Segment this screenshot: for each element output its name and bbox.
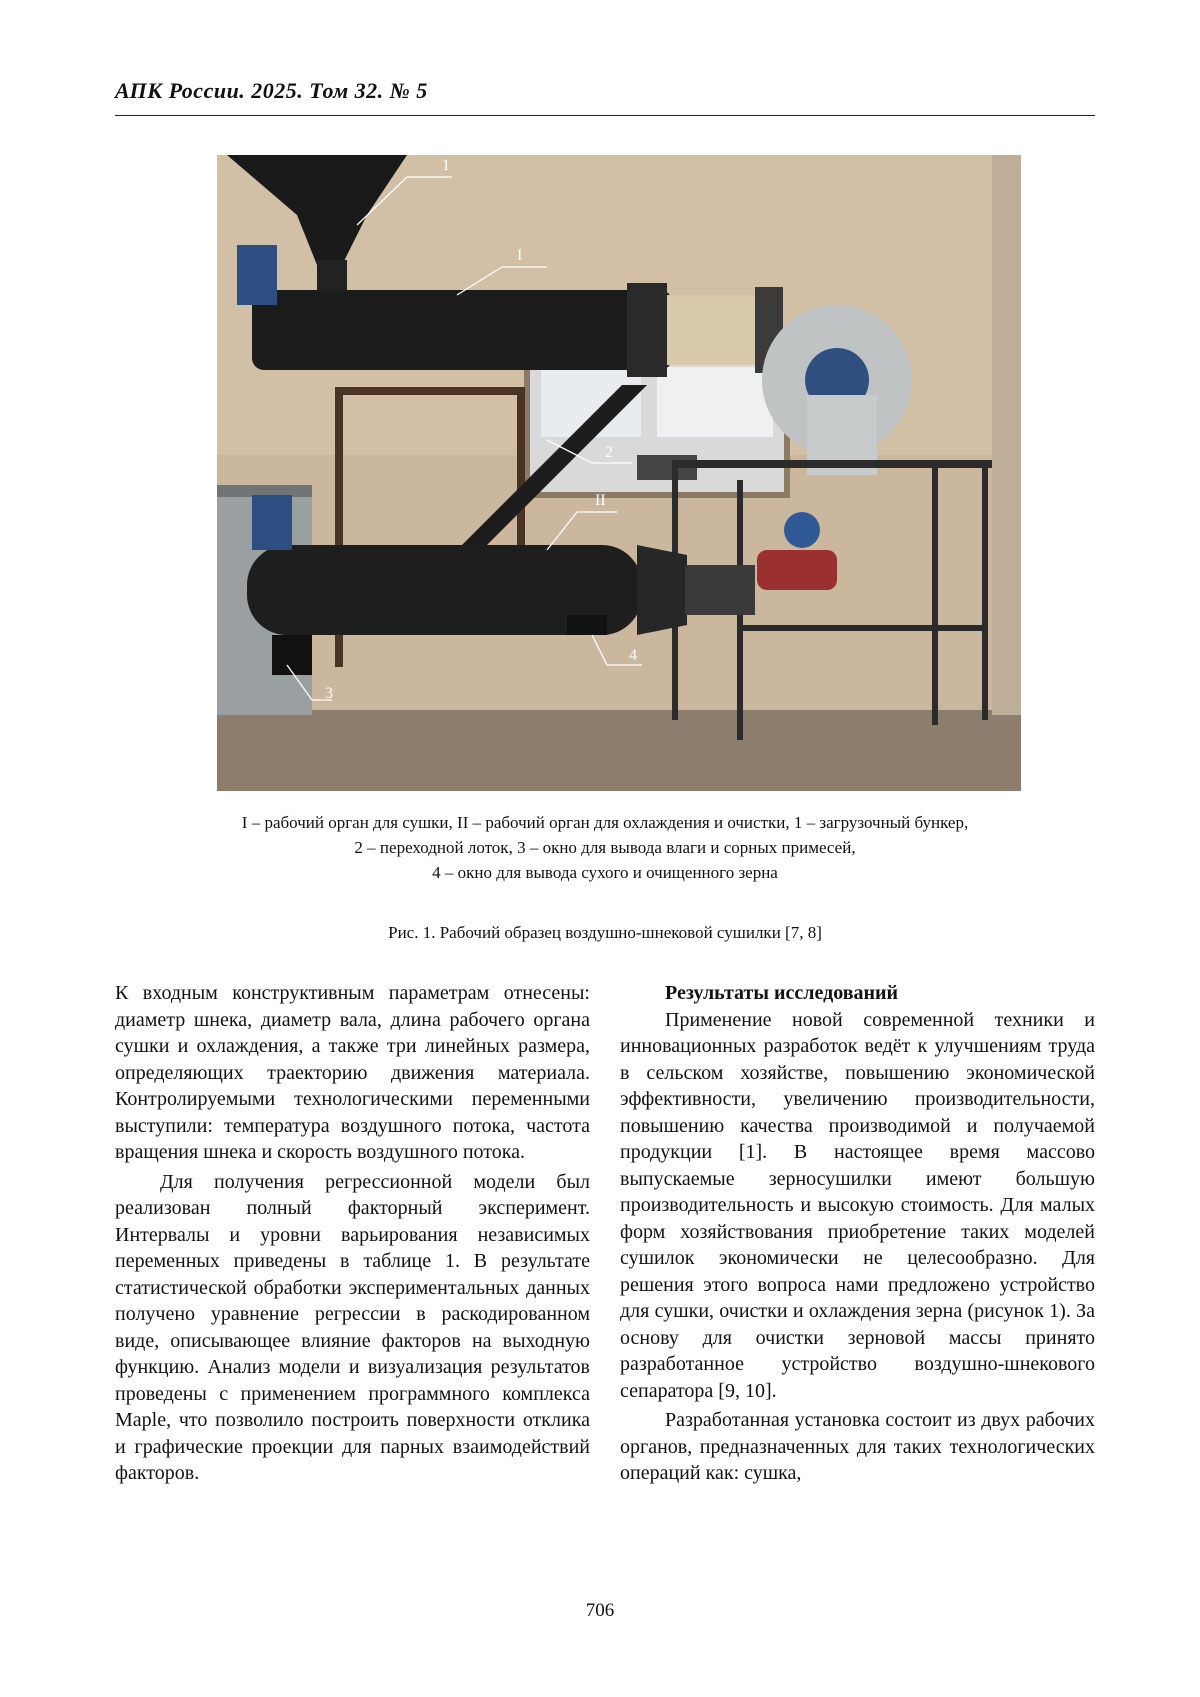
figure-caption: Рис. 1. Рабочий образец воздушно-шнековой сушилки [7, 8] [388,923,822,942]
paragraph: Применение новой современной техники и инновационных разработок ведёт к улучшениям труда в сельском хозяйстве, повышению экономической эффективности, увеличению производительности, повышению качества производимой и получаемой продукции [1]. В настоящее время массово выпускаемые зерносушилки имеют большую производительность и высокую стоимость. Для малых форм хозяйствования приобретение таких моделей сушилок экономически не целесообразно. Для решения этого вопроса нами предложено устройство для сушки, очистки и охлаждения зерна (рисунок 1). За основу для очистки зерновой массы принято разработанное устройство воздушно-шнекового сепаратора [9, 10]. [620,1008,1095,1402]
photo-floor [217,710,1021,791]
legend-line: 4 – окно для вывода сухого и очищенного зерна [432,863,778,882]
legend-line: I – рабочий орган для сушки, II – рабочий орган для охлаждения и очистки, 1 – загрузочный бункер, [241,813,969,832]
figure-label-II: II [595,492,606,509]
header-rule [115,115,1095,116]
figure-legend [115,810,1095,885]
paragraph: К входным конструктивным параметрам отнесены: диаметр шнека, диаметр вала, длина рабочего органа сушки и охлаждения, а также три линейных размера, определяющих траекторию движения материала. Контролируемыми технологическими переменными выступили: температура воздушного потока, частота вращения шнека и скорость воздушного потока. [115,982,590,1163]
paragraph: Для получения регрессионной модели был реализован полный факторный эксперимент. Интервалы и уровни варьирования независимых переменных приведены в таблице 1. В результате статистической обработки экспериментальных данных получено уравнение регрессии в раскодированном виде, описывающее влияние факторов на выходную функцию. Анализ модели и визуализация результатов проведены с применением программного комплекса Maple, что позволило построить поверхности отклика и графические проекции для парных взаимодействий факторов. [115,1170,590,1484]
photo-auger-upper [252,290,672,370]
figure-label-I: I [517,247,523,264]
figure-label-1: 1 [442,157,450,174]
right-column [620,980,1095,1490]
left-column [115,980,590,1490]
section-heading: Результаты исследований [665,982,899,1004]
page-number: 706 [585,1600,615,1621]
figure-label-2: 2 [605,444,613,461]
journal-header: АПК России. 2025. Том 32. № 5 [115,78,428,103]
paragraph: Разработанная установка состоит из двух рабочих органов, предназначенных для таких технологических операций как: сушка, [620,1409,1095,1484]
legend-line: 2 – переходной лоток, 3 – окно для вывода влаги и сорных примесей, [354,838,856,857]
figure-label-4: 4 [629,647,637,664]
figure-label-3: 3 [325,685,333,702]
figure-photo [217,155,1021,791]
